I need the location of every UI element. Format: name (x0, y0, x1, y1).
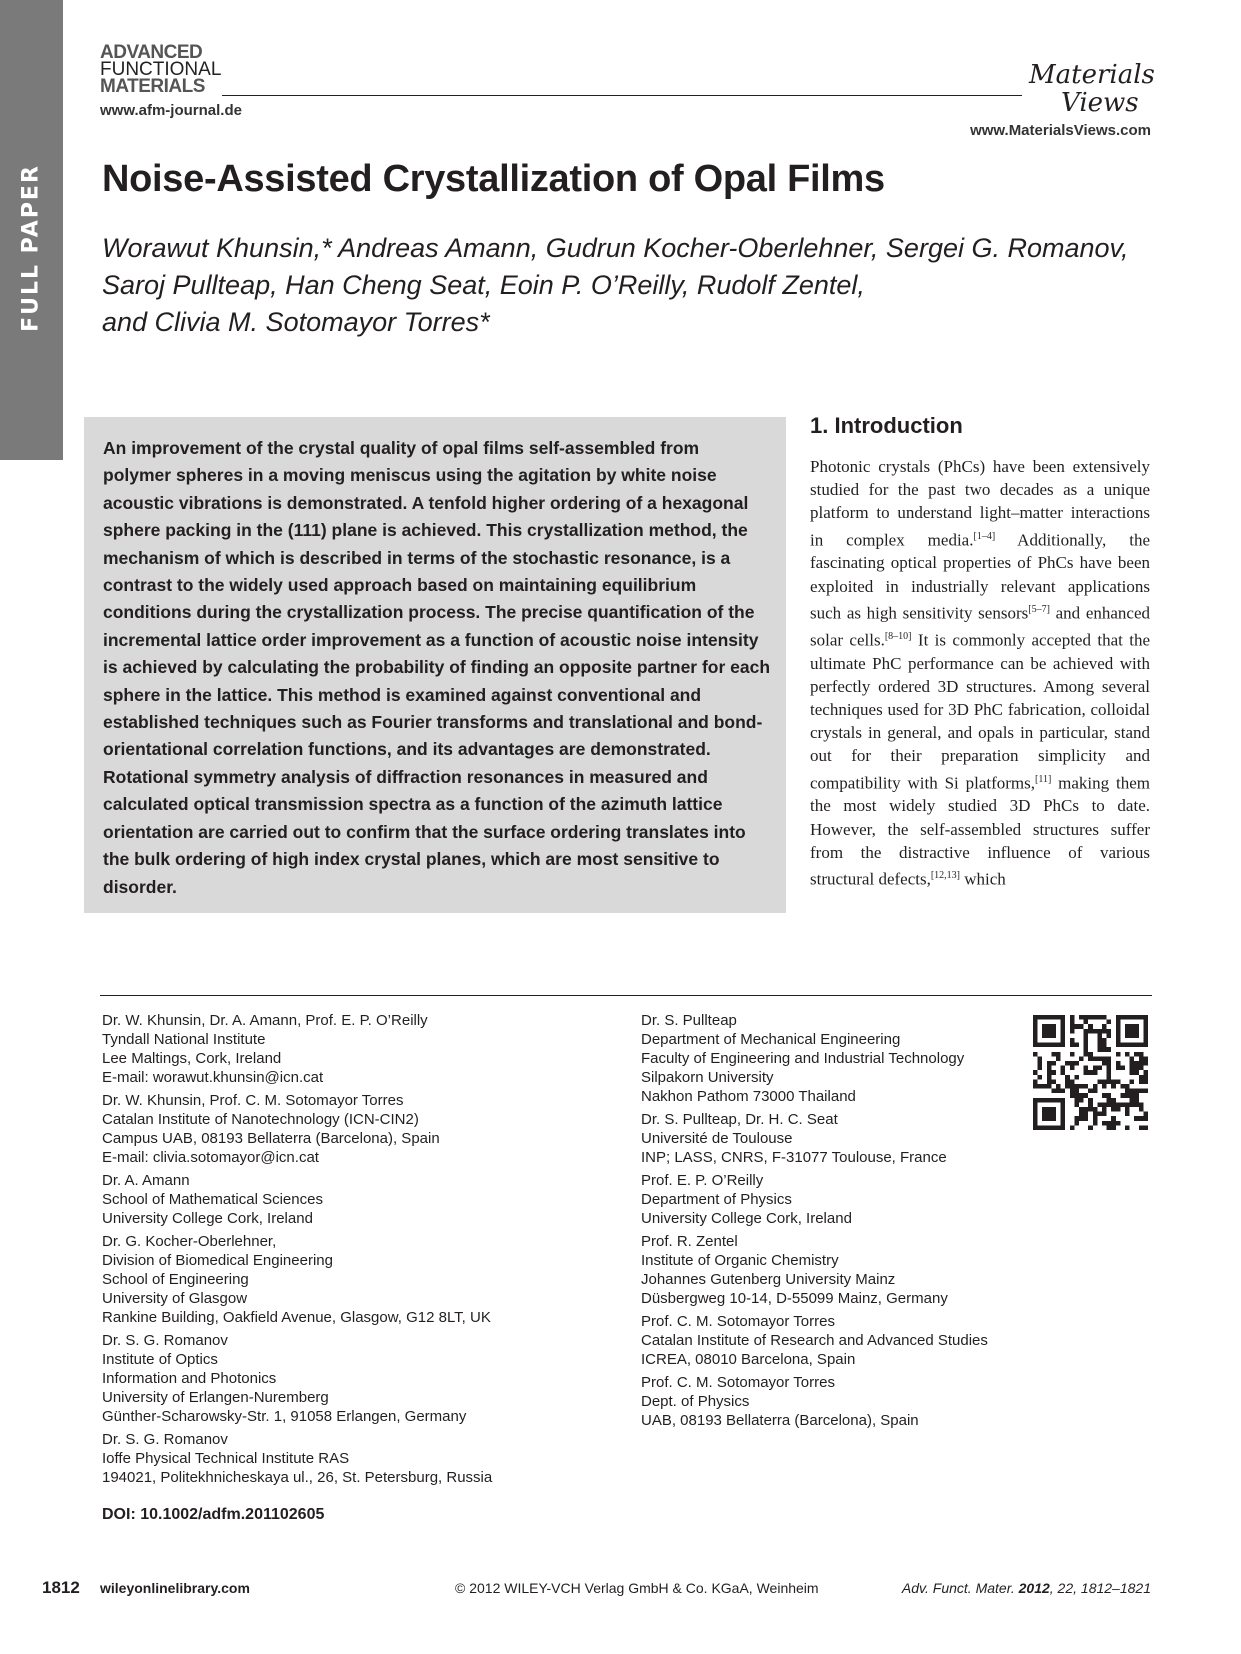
affiliation-line: UAB, 08193 Bellaterra (Barcelona), Spain (641, 1412, 919, 1429)
abstract-text: An improvement of the crystal quality of opal films self-assembled from polymer spheres in a moving meniscus using the agitation by white noise acoustic vibrations is demonstrated. A tenfold higher ordering of a hexagonal sphere packing in the (111) plane is achieved. This crystallization method, the mechanism of which is described in terms of the stochastic resonance, is a contrast to the widely used approach based on maintaining equilibrium conditions during the crystallization process. The precise quantification of the incremental lattice order improvement as a function of acoustic noise intensity is achieved by calculating the probability of finding an opposite partner for each sphere in the lattice. This method is examined against conventional and established techniques such as Fourier transforms and translational and bond-orientational correlation functions, and its advantages are demonstrated. Rotational symmetry analysis of diffraction resonances in measured and calculated optical transmission spectra as a function of the azimuth lattice orientation are carried out to confirm that the surface ordering translates into the bulk ordering of high index crystal planes, which are most sensitive to disorder. (103, 438, 771, 897)
journal-url[interactable]: www.afm-journal.de (100, 102, 242, 119)
intro-text-run: which (960, 869, 1006, 889)
affiliation-line: Institute of Organic Chemistry (641, 1252, 839, 1269)
publisher-logo-line2: Views (1061, 88, 1139, 117)
authors-line: Worawut Khunsin,* Andreas Amann, Gudrun Kocher-Oberlehner, Sergei G. Romanov, (102, 233, 1129, 263)
journal-logo (100, 44, 221, 95)
journal-logo-line2: FUNCTIONAL (100, 59, 222, 80)
affiliation-line: University College Cork, Ireland (102, 1210, 313, 1227)
affiliation-block (102, 1430, 622, 1487)
intro-text-run: making them the most widely studied 3D PhCs to date. However, the self-assembled structures suffer from the distractive influence of various structural defects, (810, 773, 1150, 889)
affiliation-line: Dept. of Physics (641, 1393, 750, 1410)
citation-year: 2012 (1018, 1580, 1050, 1596)
article-title: Noise-Assisted Crystallization of Opal Films (102, 158, 885, 200)
affiliation-line: ICREA, 08010 Barcelona, Spain (641, 1351, 856, 1368)
affiliations-left (102, 1011, 622, 1491)
affiliation-rule (100, 995, 1152, 996)
abstract-box (84, 417, 786, 913)
affiliation-line: Rankine Building, Oakfield Avenue, Glasgow, G12 8LT, UK (102, 1309, 491, 1326)
affiliation-line: Nakhon Pathom 73000 Thailand (641, 1088, 856, 1105)
affiliation-line: Dr. W. Khunsin, Dr. A. Amann, Prof. E. P. O’Reilly (102, 1012, 428, 1029)
affiliation-line: Catalan Institute of Research and Advanced Studies (641, 1332, 988, 1349)
affiliation-line: Department of Physics (641, 1191, 792, 1208)
affiliation-block (641, 1110, 1041, 1167)
journal-logo-line3: MATERIALS (100, 76, 205, 97)
citation-ref[interactable]: [12,13] (930, 870, 961, 882)
affiliation-block (102, 1091, 622, 1167)
affiliation-block (641, 1011, 1041, 1106)
affiliation-line: Dr. S. Pullteap, Dr. H. C. Seat (641, 1111, 838, 1128)
affiliation-line: Catalan Institute of Nanotechnology (ICN-CIN2) (102, 1111, 419, 1128)
citation-ref[interactable]: [11] (1035, 773, 1052, 785)
article-authors (102, 230, 1152, 341)
intro-text-run: Additionally, the fascinating optical properties of PhCs have been exploited in industrially relevant applications such as high sensitivity sensors (810, 530, 1150, 623)
affiliation-line: Prof. C. M. Sotomayor Torres (641, 1313, 835, 1330)
affiliation-line: University of Glasgow (102, 1290, 248, 1307)
citation-ref[interactable]: [1–4] (973, 530, 996, 542)
affiliation-block (641, 1312, 1041, 1369)
affiliation-line: Division of Biomedical Engineering (102, 1252, 333, 1269)
affiliation-line: Dr. S. G. Romanov (102, 1332, 228, 1349)
intro-text-run: It is commonly accepted that the ultimate PhC performance can be achieved with perfectly ordered 3D structures. Among several techniques used for 3D PhC fabrication, colloidal crystals in general, and opals in particular, stand out for their preparation simplicity and compatibility with Si platforms, (810, 630, 1150, 793)
affiliation-line: Prof. E. P. O’Reilly (641, 1172, 764, 1189)
citation-ref[interactable]: [8–10] (884, 630, 912, 642)
affiliation-line: Dr. G. Kocher-Oberlehner, (102, 1233, 277, 1250)
publisher-url[interactable]: www.MaterialsViews.com (970, 122, 1151, 139)
page-number: 1812 (42, 1578, 80, 1597)
affiliation-line: Lee Maltings, Cork, Ireland (102, 1050, 282, 1067)
authors-line: and Clivia M. Sotomayor Torres* (102, 307, 490, 337)
affiliation-line: Günther-Scharowsky-Str. 1, 91058 Erlangen, Germany (102, 1408, 467, 1425)
affiliation-line: Université de Toulouse (641, 1130, 793, 1147)
footer-citation (902, 1580, 1151, 1596)
citation-ref[interactable]: [5–7] (1028, 603, 1050, 615)
affiliation-block (102, 1011, 622, 1087)
affiliation-line: Tyndall National Institute (102, 1031, 266, 1048)
affiliation-line: Dr. S. G. Romanov (102, 1431, 228, 1448)
affiliation-line: Institute of Optics (102, 1351, 218, 1368)
affiliation-line: Faculty of Engineering and Industrial Technology (641, 1050, 965, 1067)
side-tab (0, 0, 63, 460)
affiliation-line: Dr. W. Khunsin, Prof. C. M. Sotomayor Torres (102, 1092, 404, 1109)
affiliation-line: School of Mathematical Sciences (102, 1191, 323, 1208)
authors-line: Saroj Pullteap, Han Cheng Seat, Eoin P. O’Reilly, Rudolf Zentel, (102, 270, 865, 300)
affiliation-block (102, 1171, 622, 1228)
journal-logo-line1: ADVANCED (100, 42, 203, 63)
affiliation-line: Campus UAB, 08193 Bellaterra (Barcelona), Spain (102, 1130, 440, 1147)
materials-views-logo (1025, 55, 1155, 117)
citation-rest: , 22, 1812–1821 (1049, 1580, 1151, 1596)
affiliation-line: Düsbergweg 10-14, D-55099 Mainz, Germany (641, 1290, 948, 1307)
affiliation-line: University College Cork, Ireland (641, 1210, 852, 1227)
citation-journal: Adv. Funct. Mater. (901, 1580, 1015, 1596)
footer-library[interactable]: wileyonlinelibrary.com (100, 1580, 250, 1596)
qr-code-icon[interactable] (1033, 1015, 1148, 1130)
intro-text-run: and enhanced solar cells. (810, 603, 1150, 650)
affiliation-line: Information and Photonics (102, 1370, 277, 1387)
affiliation-block (641, 1373, 1041, 1430)
affiliation-line: University of Erlangen-Nuremberg (102, 1389, 329, 1406)
affiliation-line: Ioffe Physical Technical Institute RAS (102, 1450, 350, 1467)
affiliation-line: Silpakorn University (641, 1069, 774, 1086)
affiliation-line: Prof. C. M. Sotomayor Torres (641, 1374, 835, 1391)
affiliation-line: 194021, Politekhnicheskaya ul., 26, St. Petersburg, Russia (102, 1469, 493, 1486)
publisher-logo-line1: Materials (1029, 60, 1155, 90)
affiliation-line[interactable]: E-mail: clivia.sotomayor@icn.cat (102, 1149, 319, 1166)
affiliation-line: School of Engineering (102, 1271, 249, 1288)
intro-heading: 1. Introduction (810, 413, 963, 438)
affiliation-block (102, 1232, 622, 1327)
affiliation-block (641, 1171, 1041, 1228)
affiliation-line: Prof. R. Zentel (641, 1233, 738, 1250)
affiliation-block (102, 1331, 622, 1426)
intro-text-run: Photonic crystals (PhCs) have been extensively studied for the past two decades as a unique platform to understand light–matter interactions in complex media. (810, 457, 1150, 550)
affiliation-line: Department of Mechanical Engineering (641, 1031, 901, 1048)
affiliation-line: Johannes Gutenberg University Mainz (641, 1271, 896, 1288)
header-rule (222, 95, 1022, 96)
affiliation-block (641, 1232, 1041, 1308)
footer-copyright: © 2012 WILEY-VCH Verlag GmbH & Co. KGaA, Weinheim (455, 1580, 819, 1596)
affiliations-right (641, 1011, 1041, 1434)
intro-text (810, 455, 1150, 891)
side-tab-label: FULL PAPER (18, 164, 44, 332)
affiliation-line[interactable]: E-mail: worawut.khunsin@icn.cat (102, 1069, 324, 1086)
affiliation-line: Dr. A. Amann (102, 1172, 190, 1189)
affiliation-line: Dr. S. Pullteap (641, 1012, 737, 1029)
doi[interactable]: DOI: 10.1002/adfm.201102605 (102, 1506, 325, 1523)
affiliation-line: INP; LASS, CNRS, F-31077 Toulouse, France (641, 1149, 947, 1166)
